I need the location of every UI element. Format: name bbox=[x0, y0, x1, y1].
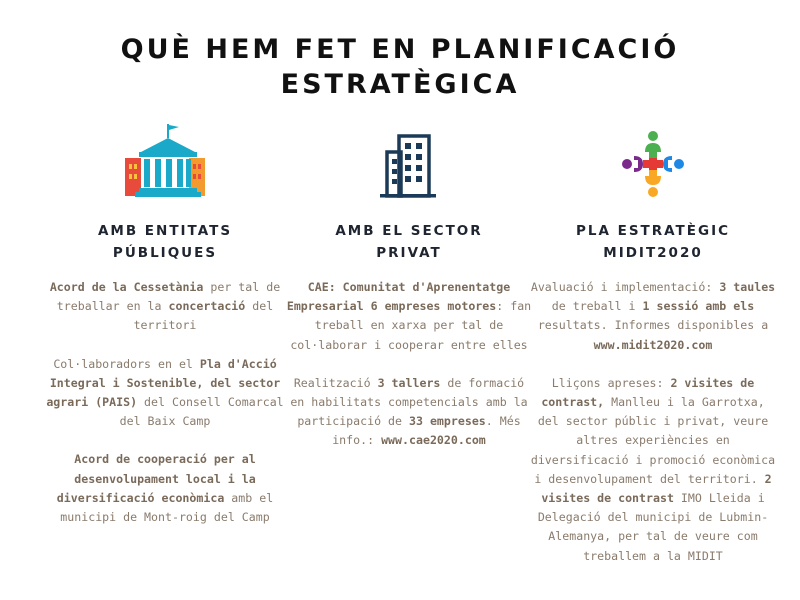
column-private-sector bbox=[284, 118, 534, 451]
paragraph-text: . Més info.: bbox=[332, 414, 521, 448]
column-body bbox=[528, 278, 778, 566]
column-heading-line: PLA ESTRATÈGIC bbox=[575, 223, 731, 239]
paragraph-highlight: 33 empreses bbox=[409, 414, 486, 429]
paragraph-text: Avaluació i implementació: bbox=[530, 280, 720, 294]
column-public-entities bbox=[40, 118, 290, 527]
column-heading bbox=[528, 220, 778, 264]
column-paragraph bbox=[40, 450, 290, 527]
paragraph-highlight: CAE: Comunitat d'Aprenentatge Empresarial bbox=[286, 280, 511, 314]
column-heading-line: AMB EL SECTOR bbox=[335, 223, 483, 239]
paragraph-highlight: Pla d'Acció Integral i Sostenible, del sector agrari (PAIS) bbox=[46, 356, 281, 410]
paragraph-text: : fan treball en xarxa per tal de col·laborar i cooperar entre elles bbox=[290, 299, 532, 352]
paragraph-text: Realització bbox=[293, 375, 378, 390]
column-paragraph bbox=[528, 278, 778, 355]
paragraph-highlight: Acord de la Cessetània bbox=[49, 280, 204, 294]
paragraph-highlight: 1 sessió amb els bbox=[642, 299, 755, 314]
column-paragraph bbox=[528, 374, 778, 566]
column-heading-line: PRIVAT bbox=[376, 245, 442, 261]
column-paragraph bbox=[284, 374, 534, 451]
page-title-line-2: ESTRATÈGICA bbox=[280, 69, 520, 100]
paragraph-text bbox=[364, 299, 371, 313]
paragraph-highlight: 3 taules bbox=[719, 280, 776, 294]
paragraph-text: IMO Lleida i Delegació del municipi de Lubmin-Alemanya, per tal de veure com treballem a la MIDIT bbox=[537, 491, 769, 563]
government-building-icon bbox=[40, 118, 290, 198]
page-title bbox=[0, 32, 800, 102]
paragraph-text: resultats. Informes disponibles a bbox=[537, 318, 769, 333]
paragraph-highlight: www.midit2020.com bbox=[593, 337, 713, 352]
paragraph-highlight: concertació bbox=[168, 299, 246, 314]
paragraph-highlight: 2 visites de contrast, bbox=[541, 375, 755, 410]
paragraph-text: Manlleu i la Garrotxa, del sector públic i privat, veure altres experiències en diversificació i promoció econòmica i desenvolupament del territori. bbox=[530, 395, 776, 486]
column-heading-line: AMB ENTITATS bbox=[97, 223, 233, 239]
paragraph-text: de formació en habilitats competencials amb la participació de bbox=[290, 375, 528, 429]
paragraph-text: Col·laboradors en el bbox=[53, 356, 200, 371]
column-paragraph bbox=[40, 355, 290, 432]
column-body bbox=[40, 278, 290, 527]
paragraph-highlight: Acord de cooperació per al desenvolupament local i la diversificació econòmica bbox=[56, 452, 256, 505]
paragraph-text: del territori bbox=[133, 299, 274, 333]
paragraph-text: amb el municipi de Mont-roig del Camp bbox=[60, 490, 274, 525]
paragraph-text: per tal de treballar en la bbox=[56, 280, 281, 314]
column-heading bbox=[40, 220, 290, 264]
paragraph-text: Lliçons apreses: bbox=[551, 375, 671, 390]
paragraph-text: de treball i bbox=[551, 299, 643, 314]
column-paragraph bbox=[284, 278, 534, 355]
column-body bbox=[284, 278, 534, 451]
page-title-line-1: QUÈ HEM FET EN PLANIFICACIÓ bbox=[120, 34, 680, 65]
paragraph-text: del Consell Comarcal del Baix Camp bbox=[119, 395, 284, 429]
column-heading bbox=[284, 220, 534, 264]
column-midit2020 bbox=[528, 118, 778, 566]
paragraph-highlight: 2 visites de contrast bbox=[541, 471, 772, 506]
column-heading-line: PÚBLIQUES bbox=[112, 245, 218, 261]
office-building-icon bbox=[284, 118, 534, 198]
column-paragraph bbox=[40, 278, 290, 336]
teamwork-people-icon bbox=[528, 118, 778, 198]
column-heading-line: MIDIT2020 bbox=[603, 245, 703, 261]
paragraph-highlight: 3 tallers bbox=[377, 375, 441, 390]
paragraph-highlight: www.cae2020.com bbox=[381, 433, 486, 448]
paragraph-highlight: 6 empreses motores bbox=[370, 299, 497, 314]
